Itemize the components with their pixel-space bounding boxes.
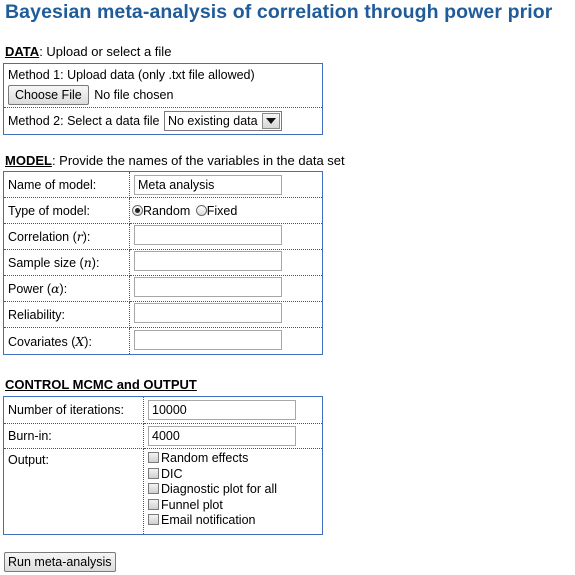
model-name-input[interactable]: Meta analysis (134, 175, 282, 195)
checkbox-icon[interactable] (148, 468, 159, 479)
iterations-input[interactable]: 10000 (148, 400, 296, 420)
data-heading-rest: : Upload or select a file (39, 44, 172, 59)
correlation-close: ): (82, 230, 91, 244)
data-heading-key: DATA (5, 44, 40, 59)
reliability-label: Reliability: (4, 302, 130, 328)
iterations-label: Number of iterations: (4, 397, 144, 424)
method2-cell (4, 108, 323, 135)
checkbox-icon[interactable] (148, 499, 159, 510)
power-input[interactable] (134, 277, 282, 297)
output-option-random-effects[interactable]: Random effects (148, 451, 318, 467)
data-table (3, 63, 323, 135)
data-file-select[interactable] (164, 111, 282, 131)
checkbox-icon[interactable] (148, 452, 159, 463)
power-close: ): (59, 282, 68, 296)
data-file-select-value: No existing data (167, 114, 258, 128)
type-label: Type of model: (4, 198, 130, 224)
random-label: Random (143, 203, 191, 218)
random-radio[interactable] (132, 205, 143, 216)
checkbox-icon[interactable] (148, 514, 159, 525)
output-option-funnel-plot[interactable]: Funnel plot (148, 498, 318, 514)
control-section-heading: CONTROL MCMC and OUTPUT (5, 377, 197, 392)
covariates-symbol: X (75, 333, 85, 349)
data-section-heading (5, 44, 171, 59)
model-section-heading (5, 153, 345, 168)
reliability-input[interactable] (134, 303, 282, 323)
output-label: Output: (4, 449, 144, 535)
correlation-label (4, 224, 130, 250)
correlation-symbol: r (76, 229, 83, 244)
power-label-text: Power ( (8, 282, 52, 296)
model-heading-key: MODEL (5, 153, 52, 168)
power-label (4, 276, 130, 302)
model-table (3, 171, 323, 355)
burnin-label: Burn-in: (4, 424, 144, 449)
output-option-email-notification[interactable]: Email notification (148, 513, 318, 529)
run-meta-analysis-button[interactable]: Run meta-analysis (4, 552, 116, 572)
covariates-label-text: Covariates ( (8, 334, 76, 349)
sample-label-text: Sample size ( (8, 256, 84, 270)
output-option-diagnostic-plot[interactable]: Diagnostic plot for all (148, 482, 318, 498)
sample-size-input[interactable] (134, 251, 282, 271)
covariates-label (4, 328, 130, 355)
chevron-down-icon (262, 113, 280, 129)
model-heading-rest: : Provide the names of the variables in the data set (51, 153, 345, 168)
sample-symbol: n (83, 255, 92, 270)
control-table (3, 396, 323, 535)
power-symbol: α (51, 281, 60, 296)
method2-label: Method 2: Select a data file (8, 114, 160, 128)
fixed-radio[interactable] (196, 205, 207, 216)
burnin-input[interactable]: 4000 (148, 426, 296, 446)
correlation-input[interactable] (134, 225, 282, 245)
output-option-dic[interactable]: DIC (148, 467, 318, 483)
page-title: Bayesian meta-analysis of correlation through power prior (5, 1, 553, 23)
choose-file-button[interactable]: Choose File (8, 85, 89, 105)
name-label: Name of model: (4, 172, 130, 198)
covariates-input[interactable] (134, 330, 282, 350)
checkbox-icon[interactable] (148, 483, 159, 494)
fixed-label: Fixed (206, 203, 238, 218)
method1-cell (4, 64, 323, 108)
no-file-text: No file chosen (94, 87, 174, 102)
output-options (144, 449, 323, 535)
sample-close: ): (91, 256, 100, 270)
method1-label: Method 1: Upload data (only .txt file allowed) (8, 67, 255, 82)
sample-size-label (4, 250, 130, 276)
correlation-label-text: Correlation ( (8, 230, 77, 244)
covariates-close: ): (84, 334, 92, 349)
